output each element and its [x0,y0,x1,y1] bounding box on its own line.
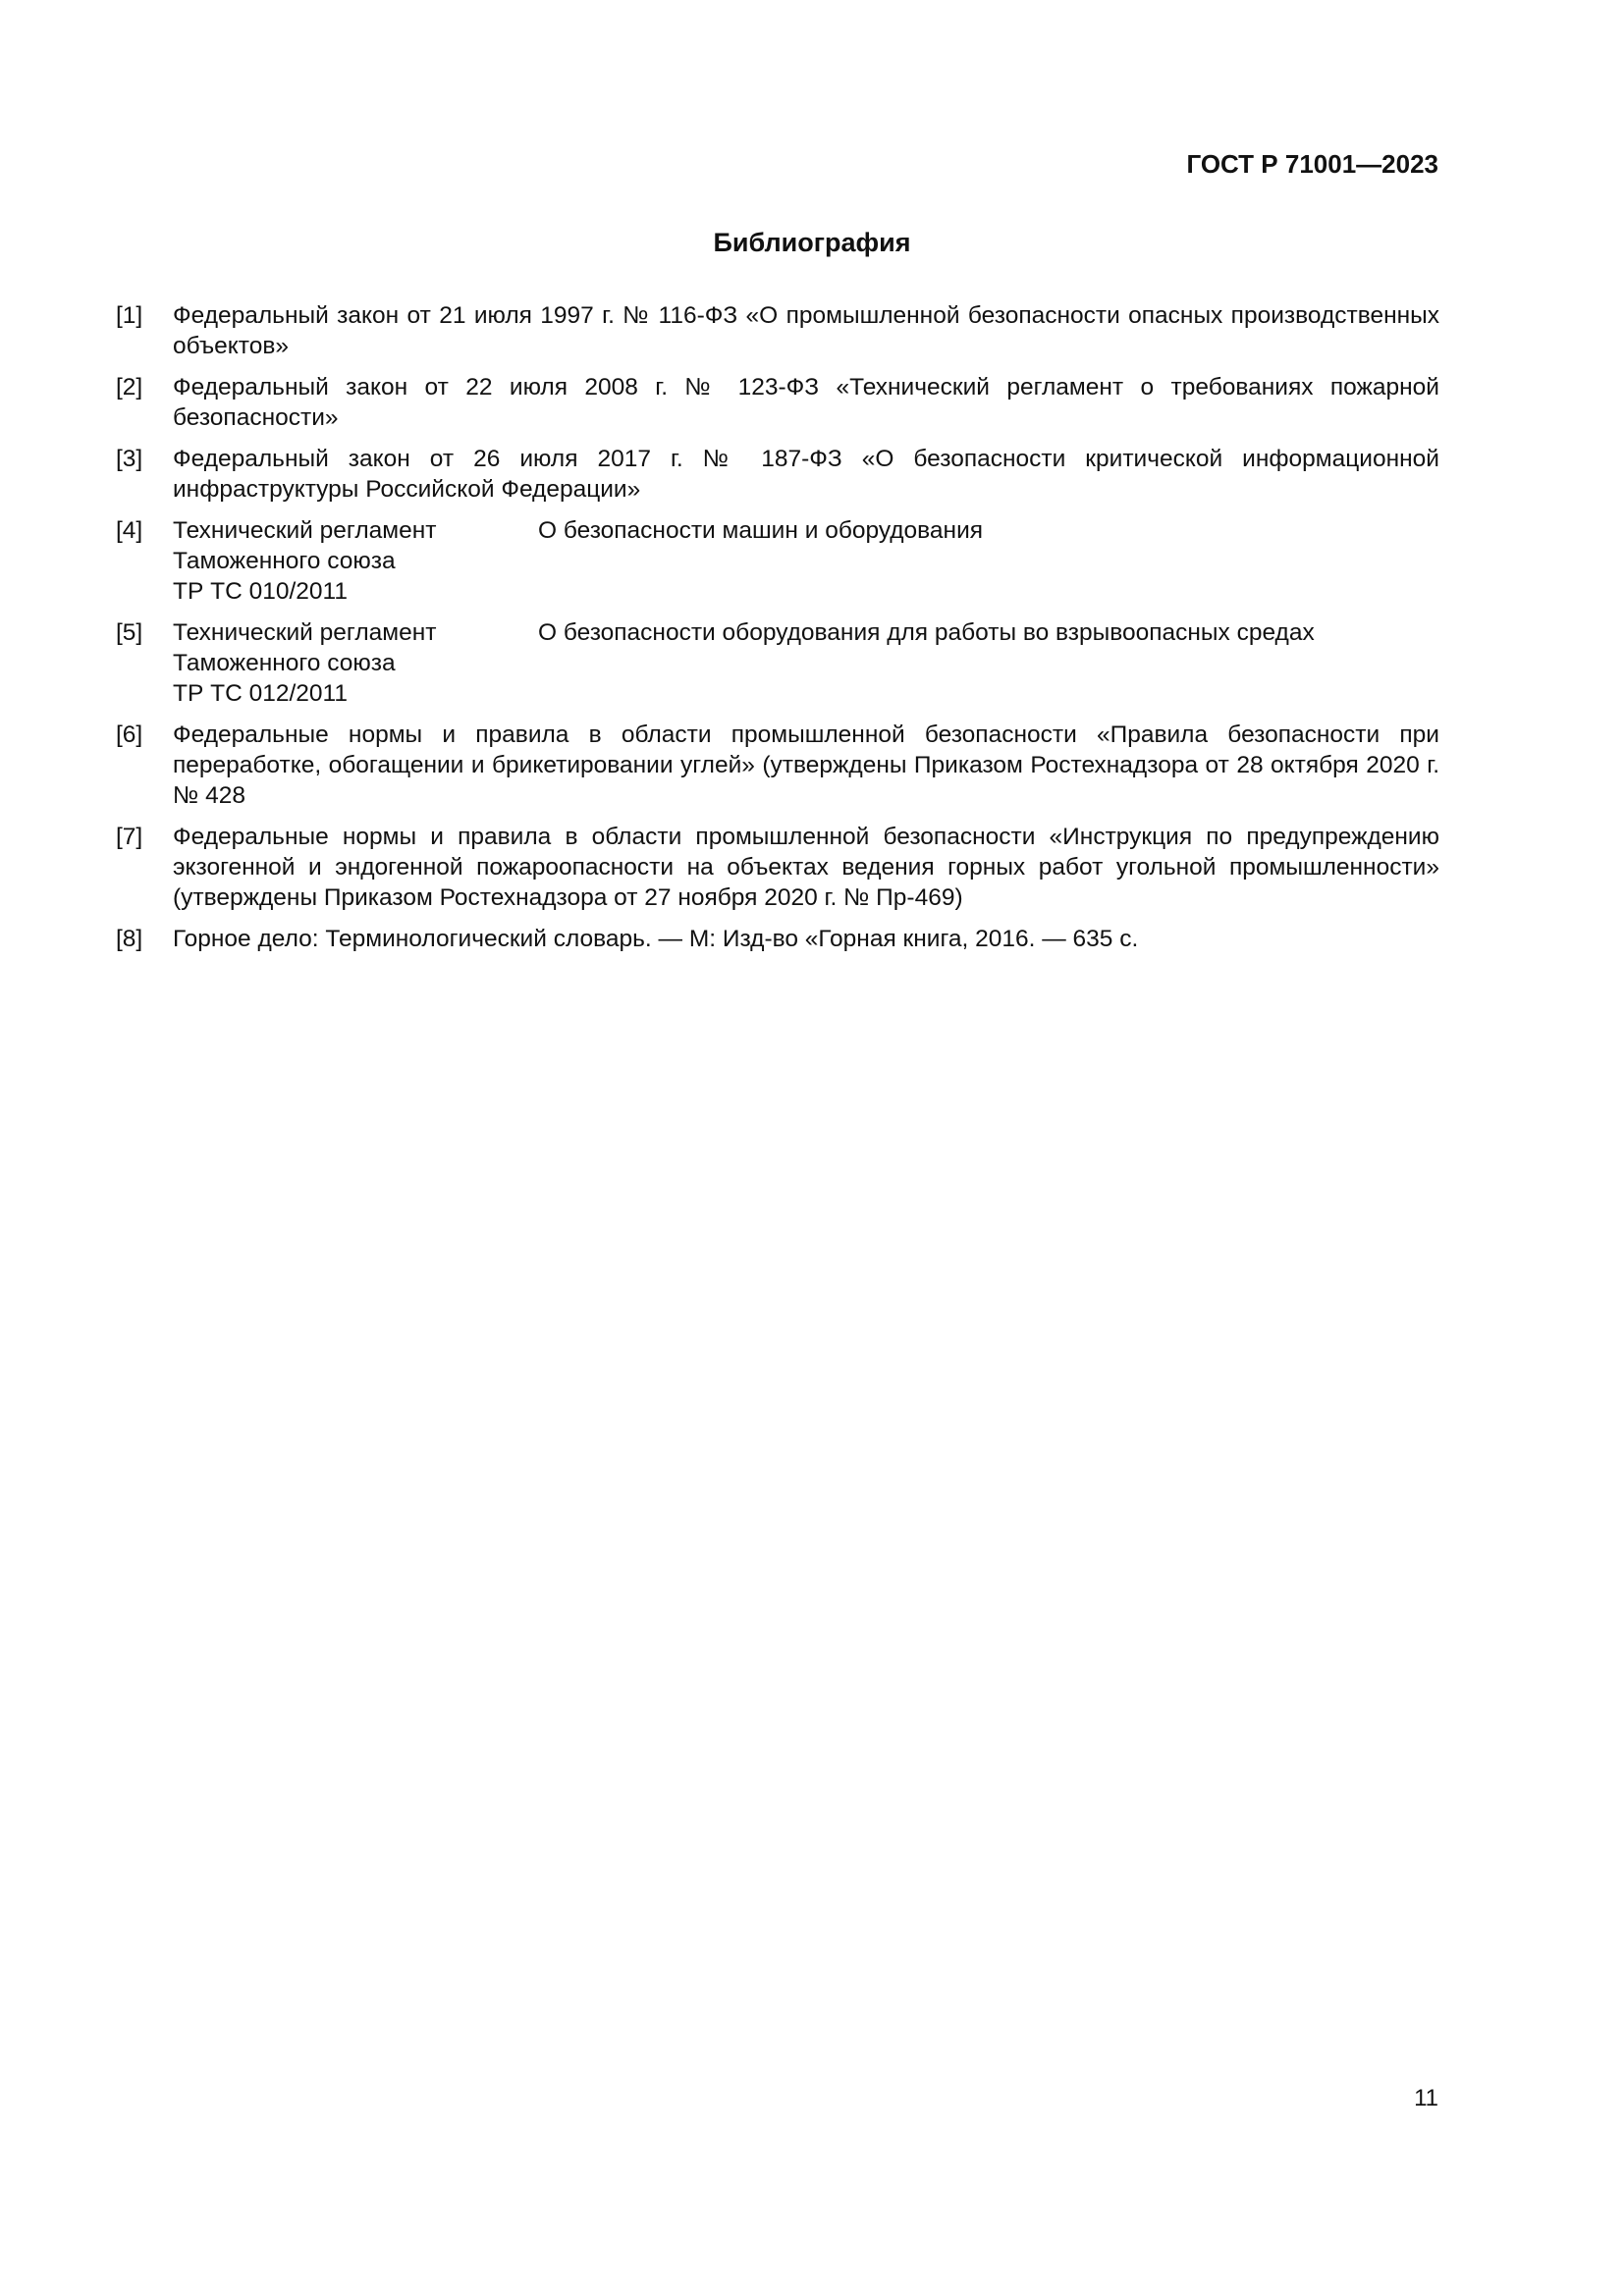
bibliography-entry-2 [116,372,1439,433]
bibliography-entry-1 [116,300,1439,361]
regulation-title: О безопасности оборудования для работы во взрывоопасных средах [538,619,1315,646]
entry-number: [7] [116,824,143,850]
bibliography-entry-3 [116,444,1439,505]
entry-number: [3] [116,446,143,472]
entry-text: Федеральный закон от 21 июля 1997 г. № 116-ФЗ «О промышленной безопасности опасных производственных объектов» [173,302,1439,359]
regulation-line: Таможенного союза [173,548,396,574]
regulation-line: ТР ТС 012/2011 [173,680,348,707]
entry-number: [5] [116,619,143,646]
page-title: Библиография [713,228,911,257]
regulation-designation [173,515,538,607]
regulation-designation [173,617,538,709]
regulation-line: ТР ТС 010/2011 [173,578,348,605]
regulation-line: Технический регламент [173,517,437,544]
entry-number: [4] [116,517,143,544]
bibliography-entry-5 [116,617,1439,709]
page-number: 11 [1414,2085,1438,2111]
document-code: ГОСТ Р 71001—2023 [1186,149,1438,179]
entry-text: Федеральные нормы и правила в области промышленной безопасности «Правила безопасности при переработке, обогащении и брикетировании углей» (утверждены Приказом Ростехнадзора от 28 октября 2020 г. № 428 [173,721,1439,809]
entry-number: [1] [116,302,143,329]
bibliography-entry-8 [116,924,1439,954]
bibliography-list [116,300,1439,965]
bibliography-entry-4 [116,515,1439,607]
regulation-title: О безопасности машин и оборудования [538,517,984,544]
regulation-line: Технический регламент [173,619,437,646]
bibliography-entry-7 [116,822,1439,913]
entry-text: Федеральный закон от 26 июля 2017 г. № 187-ФЗ «О безопасности критической информационной инфраструктуры Российской Федерации» [173,446,1439,503]
entry-number: [2] [116,374,143,400]
entry-text: Федеральные нормы и правила в области промышленной безопасности «Инструкция по предупреждению экзогенной и эндогенной пожароопасности на объектах ведения горных работ угольной промышленности» (утверждены Приказом Ростехнадзора от 27 ноября 2020 г. № Пр-469) [173,824,1439,911]
regulation-line: Таможенного союза [173,650,396,676]
entry-number: [6] [116,721,143,748]
entry-text: Федеральный закон от 22 июля 2008 г. № 123-ФЗ «Технический регламент о требованиях пожарной безопасности» [173,374,1439,431]
bibliography-entry-6 [116,720,1439,811]
entry-text: Горное дело: Терминологический словарь. — М: Изд-во «Горная книга, 2016. — 635 с. [173,926,1139,952]
entry-number: [8] [116,926,143,952]
